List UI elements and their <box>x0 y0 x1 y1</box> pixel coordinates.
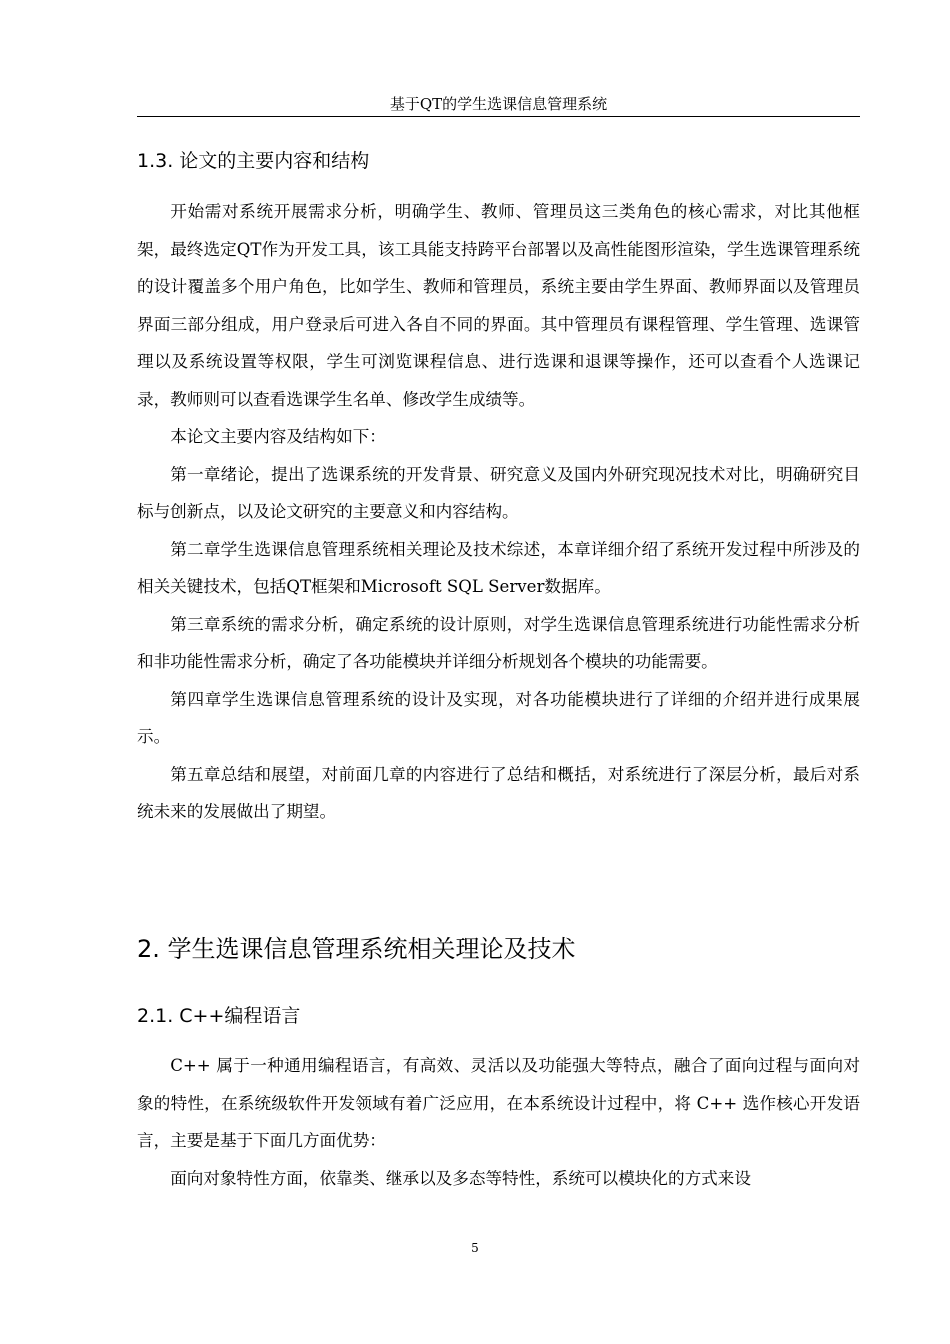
section-2-1-body <box>137 1047 860 1197</box>
paragraph: 面向对象特性方面，依靠类、继承以及多态等特性，系统可以模块化的方式来设 <box>170 1168 751 1188</box>
paragraph: 开始需对系统开展需求分析，明确学生、教师、管理员这三类角色的核心需求，对比其他框架，最终选定QT作为开发工具，该工具能支持跨平台部署以及高性能图形渲染，学生选课管理系统的设计覆盖多个用户角色，比如学生、教师和管理员，系统主要由学生界面、教师界面以及管理员界面三部分组成，用户登录后可进入各自不同的界面。其中管理员有课程管理、学生管理、选课管理以及系统设置等权限，学生可浏览课程信息、进行选课和退课等操作，还可以查看个人选课记录，教师则可以查看选课学生名单、修改学生成绩等。 <box>137 202 860 409</box>
paragraph: 第三章系统的需求分析，确定系统的设计原则，对学生选课信息管理系统进行功能性需求分析和非功能性需求分析，确定了各功能模块并详细分析规划各个模块的功能需要。 <box>137 614 860 671</box>
paragraph: 第一章绪论，提出了选课系统的开发背景、研究意义及国内外研究现况技术对比，明确研究目标与创新点，以及论文研究的主要意义和内容结构。 <box>137 464 860 521</box>
section-heading-1-3: 1.3. 论文的主要内容和结构 <box>137 150 370 172</box>
paragraph: 第四章学生选课信息管理系统的设计及实现，对各功能模块进行了详细的介绍并进行成果展示。 <box>137 689 860 746</box>
chapter-heading-2: 2. 学生选课信息管理系统相关理论及技术 <box>137 935 576 963</box>
page-number: 5 <box>471 1241 479 1255</box>
paragraph: 第五章总结和展望，对前面几章的内容进行了总结和概括，对系统进行了深层分析，最后对系统未来的发展做出了期望。 <box>137 764 860 821</box>
section-1-3-body <box>137 193 860 831</box>
paragraph: 本论文主要内容及结构如下： <box>170 427 386 446</box>
paragraph: C++ 属于一种通用编程语言，有高效、灵活以及功能强大等特点，融合了面向过程与面向对象的特性，在系统级软件开发领域有着广泛应用，在本系统设计过程中，将 C++ 选作核心开发语言，主要是基于下面几方面优势： <box>137 1056 860 1150</box>
section-heading-2-1: 2.1. C++编程语言 <box>137 1005 301 1027</box>
paragraph: 第二章学生选课信息管理系统相关理论及技术综述，本章详细介绍了系统开发过程中所涉及的相关关键技术，包括QT框架和Microsoft SQL Server数据库。 <box>137 539 860 596</box>
running-header: 基于QT的学生选课信息管理系统 <box>137 92 860 117</box>
